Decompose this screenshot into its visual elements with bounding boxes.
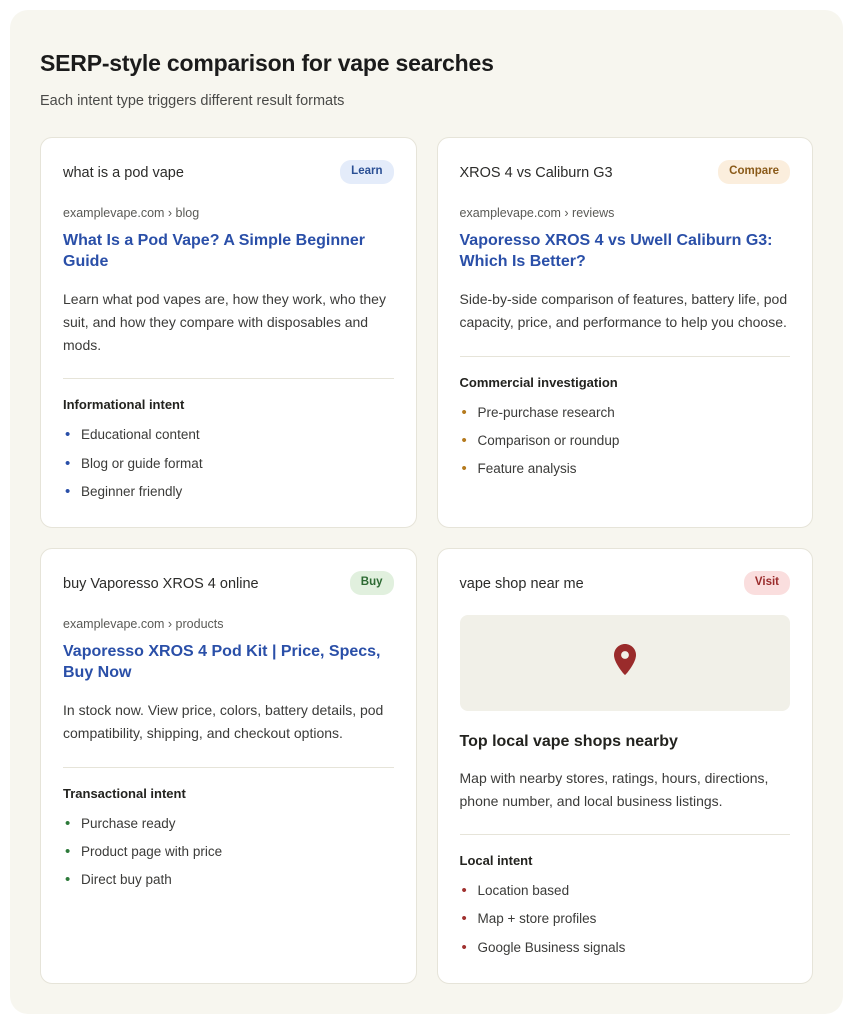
intent-label: Informational intent [63,397,185,413]
result-title-link[interactable]: Vaporesso XROS 4 Pod Kit | Price, Specs, Buy Now [63,642,381,681]
intent-label: Transactional intent [63,785,186,801]
serp-card-grid [10,109,843,984]
serp-card-transactional [40,548,417,984]
result-snippet: In stock now. View price, colors, battery details, pod compatibility, shipping, and checkout options. [63,702,384,742]
search-query: vape shop near me [459,576,584,593]
result-snippet: Learn what pod vapes are, how they work, who they suit, and how they compare with disposables and mods. [63,291,386,353]
list-item: • Purchase ready [63,815,394,833]
divider [460,356,791,357]
intent-badge-visit: Visit [744,571,790,595]
search-query: buy Vaporesso XROS 4 online [63,576,259,593]
intent-badge-buy: Buy [350,571,394,595]
intent-traits-list [460,404,791,479]
page-container [10,10,843,1014]
page-header [10,10,843,109]
serp-card-informational [40,137,417,528]
intent-label: Commercial investigation [459,374,618,390]
page-subtitle: Each intent type triggers different result formats [40,93,345,109]
result-breadcrumb: examplevape.com › products [63,616,224,631]
map-result-heading: Top local vape shops nearby [459,732,678,750]
result-breadcrumb: examplevape.com › blog [63,205,200,220]
list-item: • Location based [460,882,791,900]
card-header [460,160,791,184]
card-header [63,571,394,595]
divider [460,834,791,835]
serp-card-local [437,548,814,984]
list-item: • Product page with price [63,843,394,861]
list-item: • Map + store profiles [460,910,791,928]
list-item: • Blog or guide format [63,455,394,473]
card-header [460,571,791,595]
intent-traits-list [460,882,791,957]
serp-card-commercial [437,137,814,528]
result-snippet: Map with nearby stores, ratings, hours, directions, phone number, and local business listings. [459,769,769,809]
result-title-link[interactable]: Vaporesso XROS 4 vs Uwell Caliburn G3: Which Is Better? [459,231,773,270]
list-item: • Direct buy path [63,871,394,889]
search-query: XROS 4 vs Caliburn G3 [459,165,613,181]
intent-traits-list [63,426,394,501]
map-preview[interactable] [460,615,791,711]
map-pin-icon [612,643,638,682]
intent-badge-learn: Learn [340,160,393,184]
search-query: what is a pod vape [63,165,184,181]
result-title-link[interactable]: What Is a Pod Vape? A Simple Beginner Guide [63,231,365,270]
list-item: • Google Business signals [460,939,791,957]
card-header [63,160,394,184]
list-item: • Educational content [63,426,394,444]
list-item: • Pre-purchase research [460,404,791,422]
result-breadcrumb: examplevape.com › reviews [459,205,615,220]
intent-label: Local intent [459,853,533,869]
intent-badge-compare: Compare [718,160,790,184]
result-snippet: Side-by-side comparison of features, battery life, pod capacity, price, and performance to help you choose. [459,291,788,331]
list-item: • Beginner friendly [63,483,394,501]
page-title: SERP-style comparison for vape searches [40,50,494,76]
list-item: • Comparison or roundup [460,432,791,450]
list-item: • Feature analysis [460,460,791,478]
divider [63,767,394,768]
intent-traits-list [63,815,394,890]
divider [63,378,394,379]
